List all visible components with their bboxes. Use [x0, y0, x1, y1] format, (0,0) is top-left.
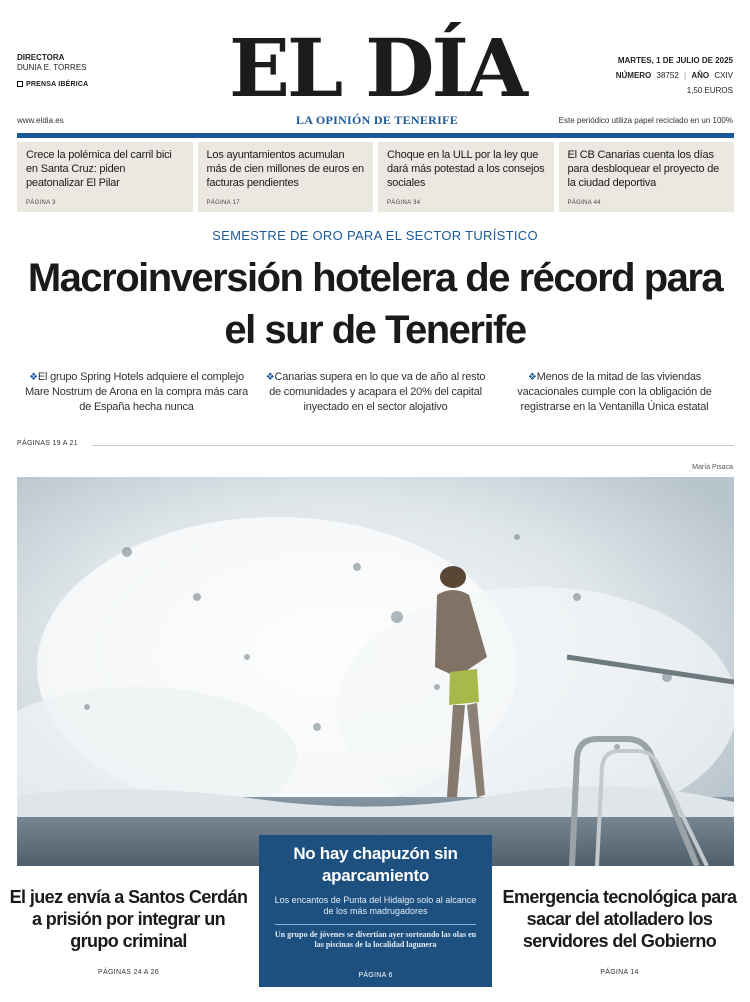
feature-photo-caption: Un grupo de jóvenes se divertían ayer sorteando las olas en las piscinas de la localidad lagunera — [274, 930, 477, 949]
teaser-page: PÁGINA 3 — [26, 200, 56, 206]
teaser-item[interactable] — [559, 142, 735, 212]
story-page: PÁGINA 14 — [600, 969, 639, 976]
issue-year-label: AÑO — [691, 71, 710, 80]
bullet-diamond-icon: ❖ — [29, 372, 38, 383]
teaser-item[interactable] — [17, 142, 193, 212]
director-block — [17, 53, 87, 73]
teaser-item[interactable] — [378, 142, 554, 212]
lead-subhead — [256, 370, 495, 415]
feature-title: No hay chapuzón sin aparcamiento — [293, 844, 458, 885]
lead-subhead-text: El grupo Spring Hotels adquiere el complejo Mare Nostrum de Arona en la compra más cara de España hecha nunca — [24, 371, 249, 413]
wave-splash-photo — [17, 477, 734, 866]
publisher-logo-icon — [17, 81, 23, 87]
feature-box[interactable] — [259, 835, 492, 987]
main-photo[interactable] — [17, 477, 734, 866]
photo-credit: María Pisaca — [692, 464, 733, 471]
issue-price: 1,50 EUROS — [686, 86, 733, 95]
story-title: El juez envía a Santos Cerdán a prisión por integrar un grupo criminal — [9, 887, 248, 951]
teaser-title: Crece la polémica del carril bici en Santa Cruz: piden peatonalizar El Pilar — [26, 149, 172, 189]
teaser-title: El CB Canarias cuenta los días para desbloquear el proyecto de la ciudad deportiva — [567, 149, 720, 189]
publisher-name: PRENSA IBÉRICA — [26, 81, 89, 88]
masthead-divider — [17, 133, 734, 138]
issue-info — [616, 53, 733, 98]
teaser-bar — [17, 142, 734, 212]
teaser-page: PÁGINA 17 — [206, 200, 240, 206]
newspaper-tagline: LA OPINIÓN DE TENERIFE — [295, 113, 459, 127]
story-left[interactable] — [6, 886, 251, 976]
director-role: DIRECTORA — [17, 53, 65, 62]
separator: | — [684, 71, 687, 80]
story-right[interactable] — [497, 886, 742, 976]
feature-divider — [275, 924, 476, 925]
lead-headline[interactable]: Macroinversión hotelera de récord para el sur de Tenerife — [27, 256, 723, 352]
lead-pages: PÁGINAS 19 A 21 — [17, 440, 78, 447]
publisher-group — [17, 81, 88, 88]
lead-subhead-text: Menos de la mitad de las viviendas vacacionales cumple con la obligación de registrarse en la Ventanilla Única estatal — [517, 371, 712, 413]
lead-subhead — [17, 370, 256, 415]
issue-date: MARTES, 1 DE JULIO DE 2025 — [617, 56, 733, 65]
issue-number-label: NÚMERO — [615, 71, 652, 80]
lead-subheads — [17, 370, 734, 415]
bullet-diamond-icon: ❖ — [265, 372, 275, 383]
issue-number-row — [616, 68, 733, 83]
teaser-title: Choque en la ULL por la ley que dará más potestad a los consejos sociales — [387, 149, 545, 189]
recycled-paper-note: Este periódico utiliza papel reciclado en un 100% — [558, 116, 733, 125]
story-title: Emergencia tecnológica para sacar del atolladero los servidores del Gobierno — [502, 887, 737, 951]
teaser-item[interactable] — [198, 142, 374, 212]
newspaper-logo[interactable]: EL DÍA — [229, 21, 525, 115]
lead-subhead — [495, 370, 734, 415]
teaser-title: Los ayuntamientos acumulan más de cien millones de euros en facturas pendientes — [206, 149, 364, 189]
bullet-diamond-icon: ❖ — [527, 372, 537, 383]
lead-subhead-text: Canarias supera en lo que va de año al resto de comunidades y acapara el 20% del capital inyectado en el sector alojativo — [269, 371, 486, 413]
issue-year: CXIV — [714, 71, 733, 80]
website-link[interactable]: www.eldia.es — [17, 116, 64, 125]
masthead — [0, 0, 750, 130]
story-page: PÁGINAS 24 A 26 — [98, 969, 159, 976]
teaser-page: PÁGINA 34 — [387, 200, 421, 206]
feature-description: Los encantos de Punta del Hidalgo solo al alcance de los más madrugadores — [274, 895, 477, 916]
issue-number: 38752 — [656, 71, 679, 80]
lead-divider — [92, 445, 734, 446]
lead-kicker: SEMESTRE DE ORO PARA EL SECTOR TURÍSTICO — [212, 228, 538, 243]
director-name: DUNIA E. TORRES — [17, 63, 87, 72]
feature-page: PÁGINA 6 — [358, 972, 393, 979]
teaser-page: PÁGINA 44 — [567, 200, 601, 206]
